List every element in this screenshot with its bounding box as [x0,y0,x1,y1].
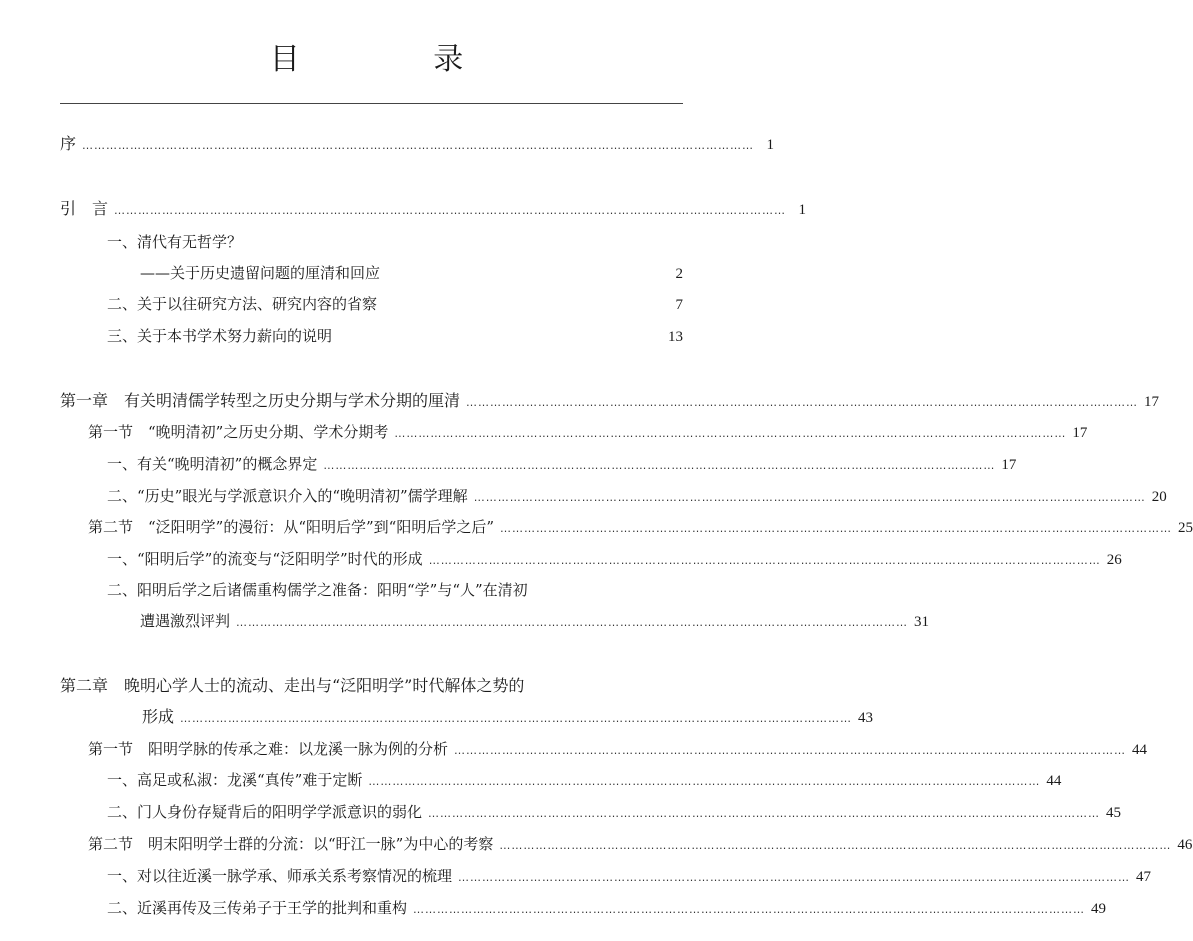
toc-entry-ch1-sec1[interactable] [88,422,1088,442]
toc-entry-label: 第二节 “泛阳明学”的漫衍：从“阳明后学”到“阳明后学之后” [88,518,495,536]
toc-entry-page: 17 [1072,425,1088,441]
toc-entry-page: 1 [798,202,807,218]
toc-entry-page: 26 [1106,552,1122,568]
toc-entry-ch2-sec2-1[interactable] [107,866,1152,886]
toc-entry-chapter-2[interactable] [142,707,874,727]
toc-entry-label: 一、对以往近溪一脉学承、师承关系考察情况的梳理 [107,867,453,885]
toc-entry-chapter-2-line1[interactable]: 第二章 晚明心学人士的流动、走出与“泛阳明学”时代解体之势的 [60,676,525,695]
leader-dots: …………………………………………………………………………………………………………………………………………………… [180,712,853,725]
toc-entry-intro[interactable] [60,199,807,219]
toc-entry-label: 二、“历史”眼光与学派意识介入的“晚明清初”儒学理解 [107,487,468,505]
toc-entry-intro-s2[interactable] [107,294,683,314]
toc-entry-ch1-sec2-1[interactable] [107,549,1122,569]
leader-dots: …………………………………………………………………………………………………………………………………………………… [236,616,909,629]
toc-entry-ch2-sec1[interactable] [88,739,1148,759]
toc-entry-page: 49 [1091,901,1107,917]
toc-entry-page: 2 [675,266,683,282]
toc-entry-page: 45 [1106,805,1122,821]
toc-entry-ch2-sec1-2[interactable] [107,802,1122,822]
toc-entry-label: 第一节 “晚明清初”之历史分期、学术分期考 [88,423,389,441]
leader-dots: …………………………………………………………………………………………………………………………………………………… [428,807,1101,820]
toc-entry-label: 第二节 明末阳明学士群的分流：以“盱江一脉”为中心的考察 [88,835,494,853]
leader-dots: …………………………………………………………………………………………………………………………………………………… [466,396,1139,409]
toc-entry-label: 一、有关“晚明清初”的概念界定 [107,455,318,473]
toc-entry-label: 序 [60,134,77,153]
toc-entry-label: 三、关于本书学术努力薪向的说明 [107,327,333,345]
toc-entry-page: 44 [1132,742,1148,758]
toc-entry-intro-s1-line1[interactable]: 一、清代有无哲学？ [107,233,243,251]
toc-entry-ch1-sec2-2-line1[interactable]: 二、阳明后学之后诸儒重构儒学之准备：阳明“学”与“人”在清初 [107,581,528,599]
toc-entry-label: 二、门人身份存疑背后的阳明学学派意识的弱化 [107,803,423,821]
toc-entry-ch2-sec2[interactable] [88,834,1193,854]
leader-dots: …………………………………………………………………………………………………………………………………………………… [114,204,787,217]
toc-entry-page: 31 [914,614,930,630]
toc-entry-page: 46 [1177,837,1193,853]
toc-entry-ch1-sec1-2[interactable] [107,486,1167,506]
title-rule [60,103,683,104]
leader-dots: …………………………………………………………………………………………………………………………………………………… [500,522,1173,535]
toc-entry-ch2-sec2-2[interactable] [107,898,1107,918]
toc-entry-page: 43 [858,710,874,726]
toc-entry-label: 第一节 阳明学脉的传承之难：以龙溪一脉为例的分析 [88,740,449,758]
toc-entry-page: 7 [675,297,683,313]
toc-entry-ch1-sec1-1[interactable] [107,454,1017,474]
toc-entry-page: 1 [766,137,775,153]
leader-dots: …………………………………………………………………………………………………………………………………………………… [82,139,755,152]
toc-entry-label: 一、“阳明后学”的流变与“泛阳明学”时代的形成 [107,550,423,568]
toc-entry-label: 二、近溪再传及三传弟子于王学的批判和重构 [107,899,408,917]
toc-entry-page: 17 [1001,457,1017,473]
toc-entry-label: 遭遇激烈评判 [140,612,231,630]
toc-entry-page: 20 [1151,489,1167,505]
leader-dots: …………………………………………………………………………………………………………………………………………………… [499,839,1172,852]
toc-entry-page: 44 [1046,773,1062,789]
toc-entry-label: 一、高足或私淑：龙溪“真传”难于定断 [107,771,363,789]
toc-entry-page: 47 [1136,869,1152,885]
toc-entry-page: 25 [1178,520,1193,536]
leader-dots: …………………………………………………………………………………………………………………………………………………… [413,903,1086,916]
toc-entry-preface[interactable] [60,134,775,154]
page-title: 目 录 [269,42,526,77]
toc-entry-label: 引 言 [60,199,109,218]
toc-entry-label: 形成 [142,707,175,726]
leader-dots: …………………………………………………………………………………………………………………………………………………… [473,491,1146,504]
toc-entry-label: ——关于历史遗留问题的厘清和回应 [140,264,381,282]
toc-entry-label: 二、关于以往研究方法、研究内容的省察 [107,295,378,313]
toc-entry-chapter-1[interactable] [60,391,1160,411]
toc-entry-ch1-sec2[interactable] [88,517,1193,537]
toc-entry-ch1-sec2-2[interactable] [140,611,930,631]
leader-dots: …………………………………………………………………………………………………………………………………………………… [428,554,1101,567]
toc-entry-ch2-sec1-1[interactable] [107,770,1062,790]
leader-dots: …………………………………………………………………………………………………………………………………………………… [323,459,996,472]
toc-entry-page: 17 [1144,394,1160,410]
toc-entry-intro-s1[interactable] [140,263,683,283]
leader-dots: …………………………………………………………………………………………………………………………………………………… [394,427,1067,440]
toc-entry-page: 13 [668,329,683,345]
leader-dots: …………………………………………………………………………………………………………………………………………………… [454,744,1127,757]
toc-entry-label: 第一章 有关明清儒学转型之历史分期与学术分期的厘清 [60,391,461,410]
toc-entry-intro-s3[interactable] [107,326,683,346]
leader-dots: …………………………………………………………………………………………………………………………………………………… [368,775,1041,788]
leader-dots: …………………………………………………………………………………………………………………………………………………… [458,871,1131,884]
